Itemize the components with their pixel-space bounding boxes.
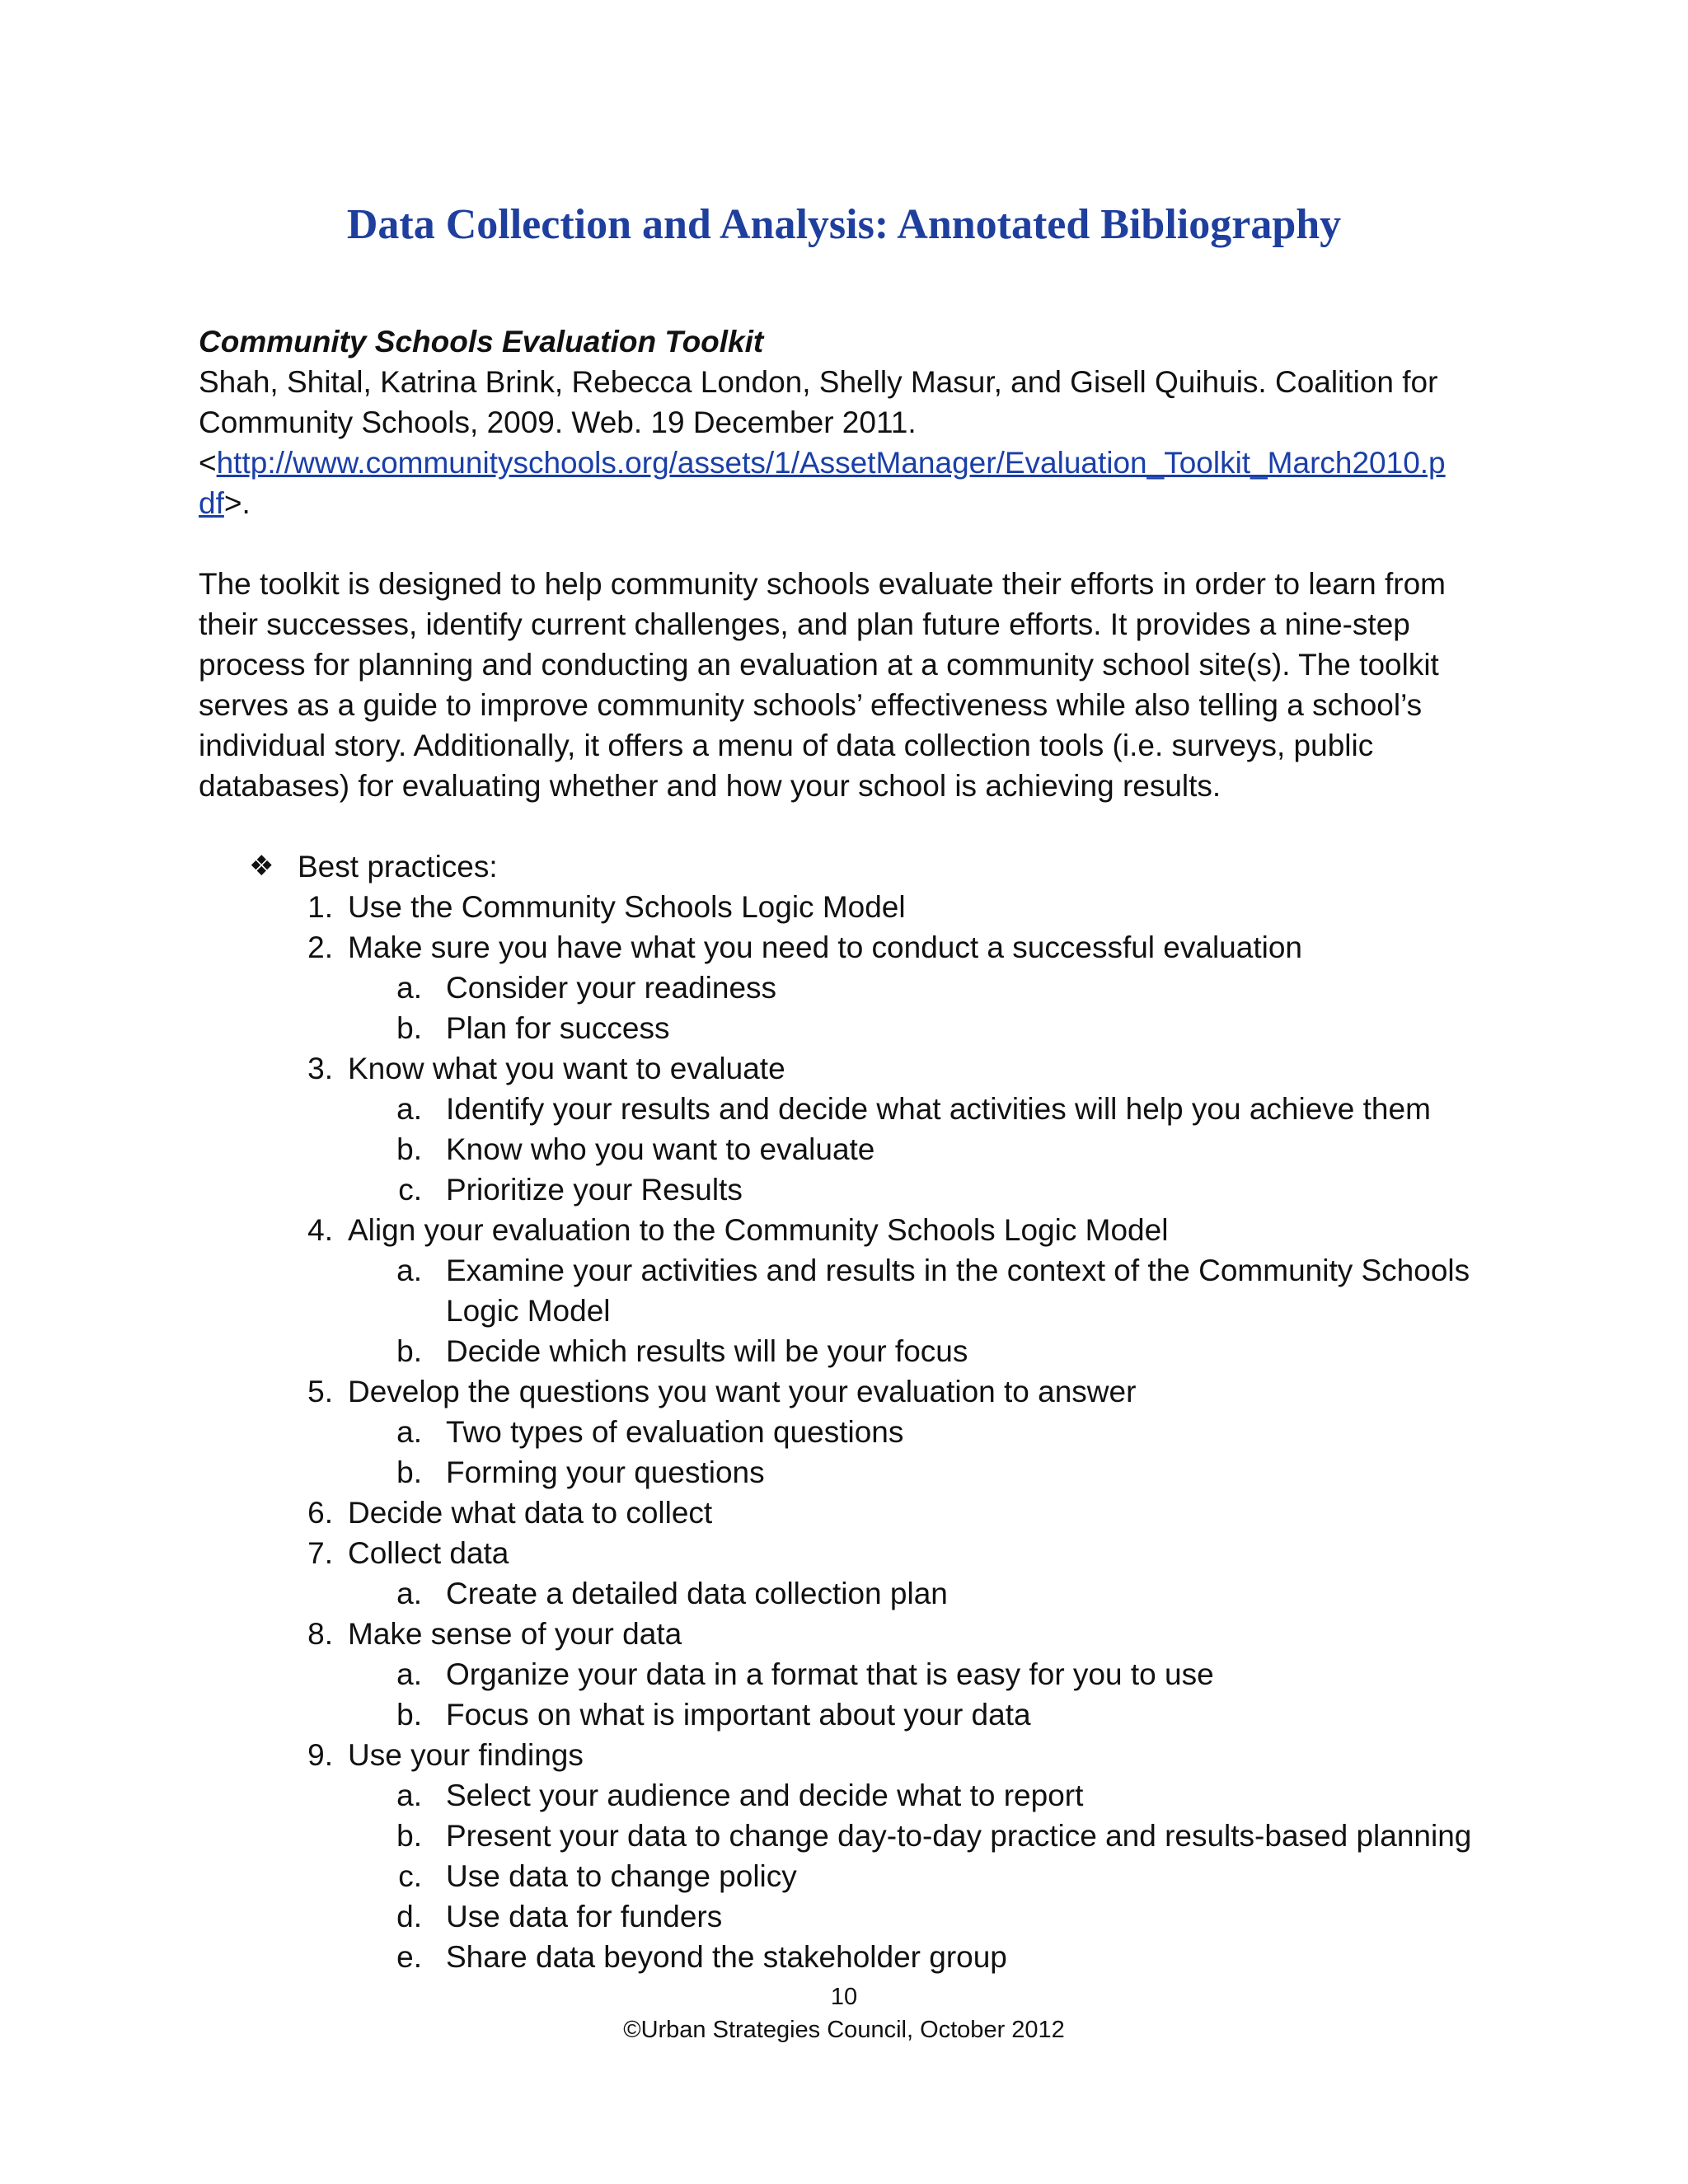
substep-letter: a.: [396, 1254, 422, 1287]
step-number: 5.: [307, 1375, 333, 1408]
step-number: 6.: [307, 1496, 333, 1530]
substep-letter: e.: [396, 1940, 422, 1974]
citation-line: Community Schools, 2009. Web. 19 December 2011.: [199, 405, 917, 439]
step-text: Develop the questions you want your evaluation to answer: [348, 1375, 1137, 1408]
step-text: Know what you want to evaluate: [348, 1052, 785, 1085]
citation-url-line: [199, 443, 1446, 483]
substep-text: Present your data to change day-to-day practice and results-based planning: [446, 1819, 1472, 1853]
summary-line: process for planning and conducting an evaluation at a community school site(s). The toolkit: [199, 648, 1439, 682]
substep-text: Examine your activities and results in the context of the Community Schools: [446, 1254, 1470, 1287]
substep-letter: d.: [396, 1900, 422, 1933]
step-number: 4.: [307, 1213, 333, 1247]
substep-letter: b.: [396, 1011, 422, 1045]
summary-line: serves as a guide to improve community schools’ effectiveness while also telling a school’s: [199, 688, 1423, 722]
step-text: Make sense of your data: [348, 1617, 682, 1651]
step-number: 7.: [307, 1536, 333, 1570]
substep-text: Organize your data in a format that is easy for you to use: [446, 1657, 1214, 1691]
substep-letter: a.: [396, 1092, 422, 1126]
step-text: Use your findings: [348, 1738, 584, 1772]
citation-link[interactable]: http://www.communityschools.org/assets/1/AssetManager/Evaluation_Toolkit_March2010.p: [216, 446, 1446, 480]
step-number: 2.: [307, 930, 333, 964]
substep-text: Create a detailed data collection plan: [446, 1577, 948, 1610]
citation-line: Shah, Shital, Katrina Brink, Rebecca London, Shelly Masur, and Gisell Quihuis. Coalition for: [199, 365, 1438, 399]
substep-text: Know who you want to evaluate: [446, 1132, 875, 1166]
substep-text: Forming your questions: [446, 1455, 765, 1489]
substep-text: Share data beyond the stakeholder group: [446, 1940, 1007, 1974]
substep-text: Use data for funders: [446, 1900, 723, 1933]
entry-title: Community Schools Evaluation Toolkit: [199, 325, 764, 359]
substep-text: Decide which results will be your focus: [446, 1334, 968, 1368]
substep-letter: a.: [396, 971, 422, 1005]
substep-letter: c.: [398, 1859, 422, 1893]
substep-letter: b.: [396, 1455, 422, 1489]
substep-letter: b.: [396, 1819, 422, 1853]
page-number: 10: [830, 1984, 858, 2010]
substep-text: Two types of evaluation questions: [446, 1415, 904, 1449]
substep-text: Plan for success: [446, 1011, 670, 1045]
substep-letter: b.: [396, 1132, 422, 1166]
substep-text: Logic Model: [446, 1294, 611, 1328]
substep-letter: a.: [396, 1577, 422, 1610]
substep-letter: a.: [396, 1657, 422, 1691]
summary-line: their successes, identify current challenges, and plan future efforts. It provides a nine-step: [199, 607, 1410, 641]
step-text: Align your evaluation to the Community Schools Logic Model: [348, 1213, 1169, 1247]
substep-letter: b.: [396, 1698, 422, 1732]
substep-text: Select your audience and decide what to report: [446, 1779, 1084, 1812]
substep-letter: a.: [396, 1779, 422, 1812]
step-number: 8.: [307, 1617, 333, 1651]
url-close-bracket: >.: [223, 486, 251, 520]
summary-line: The toolkit is designed to help community schools evaluate their efforts in order to learn from: [199, 567, 1446, 601]
summary-line: databases) for evaluating whether and how your school is achieving results.: [199, 769, 1221, 803]
substep-text: Focus on what is important about your data: [446, 1698, 1031, 1732]
substep-text: Identify your results and decide what activities will help you achieve them: [446, 1092, 1431, 1126]
summary-line: individual story. Additionally, it offers a menu of data collection tools (i.e. surveys, public: [199, 729, 1374, 762]
citation-link-continued[interactable]: df: [199, 486, 224, 520]
step-text: Collect data: [348, 1536, 509, 1570]
citation-url-line: [199, 483, 251, 523]
substep-letter: b.: [396, 1334, 422, 1368]
footer-copyright: ©Urban Strategies Council, October 2012: [623, 2017, 1065, 2043]
url-open-bracket: <: [199, 446, 217, 480]
substep-text: Use data to change policy: [446, 1859, 797, 1893]
step-text: Make sure you have what you need to conduct a successful evaluation: [348, 930, 1302, 964]
substep-text: Consider your readiness: [446, 971, 777, 1005]
substep-letter: a.: [396, 1415, 422, 1449]
step-number: 3.: [307, 1052, 333, 1085]
step-number: 1.: [307, 890, 333, 924]
best-practices-label: Best practices:: [298, 850, 498, 883]
step-text: Use the Community Schools Logic Model: [348, 890, 906, 924]
substep-text: Prioritize your Results: [446, 1173, 743, 1207]
step-number: 9.: [307, 1738, 333, 1772]
page-title: Data Collection and Analysis: Annotated Bibliography: [346, 201, 1342, 248]
step-text: Decide what data to collect: [348, 1496, 713, 1530]
diamond-bullet-icon: ❖: [249, 851, 274, 882]
substep-letter: c.: [398, 1173, 422, 1207]
